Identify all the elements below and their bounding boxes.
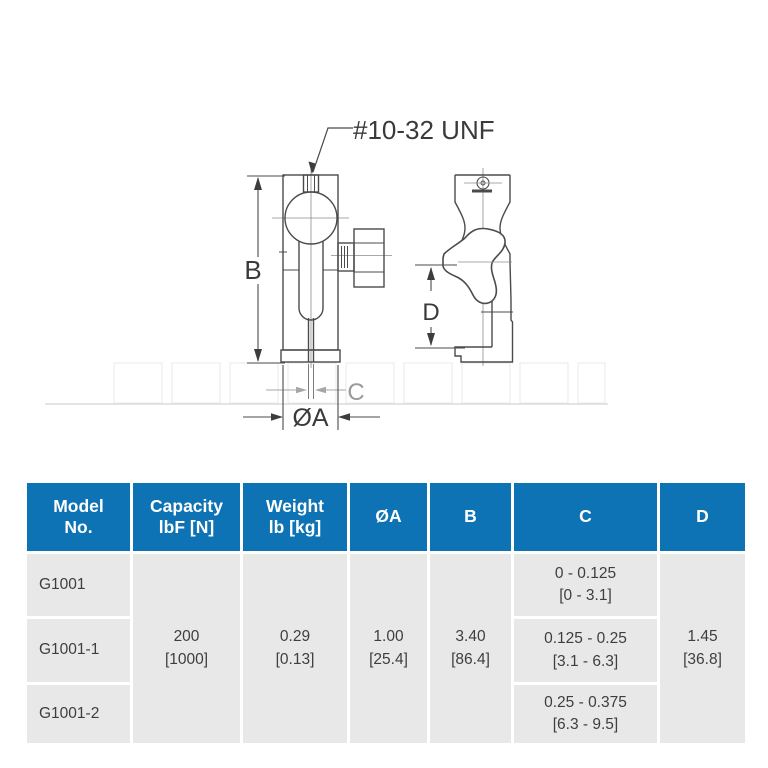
thread-callout (309, 115, 495, 174)
dim-dia-a-label: ØA (292, 404, 329, 432)
header-c: C (514, 483, 657, 551)
cell-c-g1001-1: 0.125 - 0.25 [3.1 - 6.3] (514, 619, 657, 682)
cell-capacity: 200 [1000] (133, 554, 240, 743)
dimension-b (244, 176, 285, 363)
header-weight: Weight lb [kg] (243, 483, 347, 551)
header-model-no: Model No. (27, 483, 130, 551)
header-capacity: Capacity lbF [N] (133, 483, 240, 551)
cell-c-g1001: 0 - 0.125 [0 - 3.1] (514, 554, 657, 616)
knob-shaft (338, 243, 354, 271)
header-d: D (660, 483, 745, 551)
cell-model-g1001-2: G1001-2 (27, 685, 130, 743)
dim-d-label: D (422, 299, 440, 326)
knob-body (354, 229, 384, 287)
cell-b: 3.40 [86.4] (430, 554, 511, 743)
cell-dia-a: 1.00 [25.4] (350, 554, 427, 743)
dim-b-label: B (244, 255, 262, 285)
header-dia-a: ØA (350, 483, 427, 551)
cell-model-g1001-1: G1001-1 (27, 619, 130, 682)
spec-table (27, 483, 745, 743)
header-b: B (430, 483, 511, 551)
foot (455, 347, 513, 362)
cell-weight: 0.29 [0.13] (243, 554, 347, 743)
side-view (443, 168, 513, 366)
ghost-grid (45, 363, 608, 404)
base-flange (281, 350, 340, 362)
dim-c-label: C (347, 379, 365, 406)
dimension-c (266, 364, 365, 406)
front-view (272, 162, 392, 368)
cell-c-g1001-2: 0.25 - 0.375 [6.3 - 9.5] (514, 685, 657, 743)
star-knob (443, 228, 505, 303)
thread-label: #10-32 UNF (353, 115, 495, 145)
cell-d: 1.45 [36.8] (660, 554, 745, 743)
cell-model-g1001: G1001 (27, 554, 130, 616)
